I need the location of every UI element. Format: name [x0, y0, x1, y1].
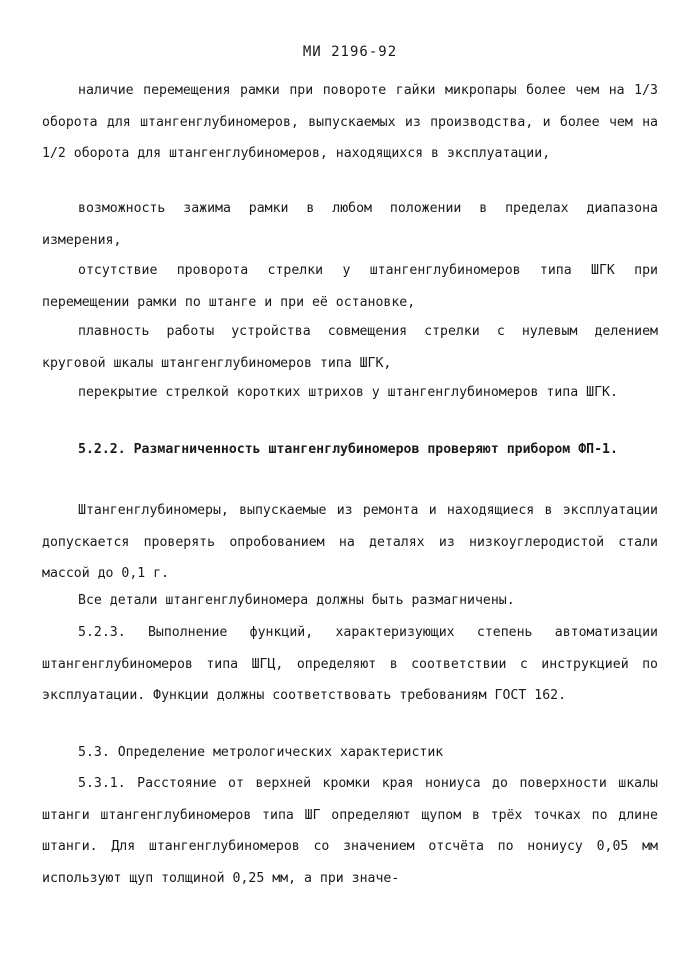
paragraph-text: возможность зажима рамки в любом положении в пределах диапазона измерения, [42, 201, 658, 248]
section-5-2-3-functions [42, 617, 658, 712]
paragraph-text: 5.2.2. Размагниченность штангенглубиномеров проверяют прибором ФП-1. [78, 442, 618, 457]
paragraph-text: отсутствие проворота стрелки у штангенглубиномеров типа ШГК при перемещении рамки по штанге и при её остановке, [42, 263, 658, 310]
paragraph-zero-alignment [42, 316, 658, 379]
paragraph-short-strokes [42, 377, 658, 409]
paragraph-text: 5.2.3. Выполнение функций, характеризующих степень автоматизации штангенглубиномеров типа ШГЦ, определяют в соответствии с инструкцией по эксплуатации. Функции должны соответствовать требованиям ГОСТ 162. [42, 625, 658, 703]
paragraph-text: 5.3. Определение метрологических характеристик [78, 745, 444, 760]
paragraph-frame-clamp [42, 193, 658, 256]
document-header: МИ 2196-92 [302, 44, 398, 60]
section-5-3-1-vernier-distance [42, 768, 658, 894]
section-5-2-2-demagnetization [42, 434, 658, 466]
paragraph-text: Штангенглубиномеры, выпускаемые из ремонта и находящиеся в эксплуатации допускается проверять опробованием на деталях из низкоуглеродистой стали массой до 0,1 г. [42, 503, 658, 581]
paragraph-text: перекрытие стрелкой коротких штрихов у штангенглубиномеров типа ШГК. [78, 385, 618, 400]
paragraph-text: Все детали штангенглубиномера должны быть размагничены. [78, 593, 515, 608]
paragraph-needle-rotation [42, 255, 658, 318]
paragraph-demagnetized-parts [42, 585, 658, 617]
section-5-3-heading [42, 737, 658, 769]
paragraph-text: 5.3.1. Расстояние от верхней кромки края нониуса до поверхности шкалы штанги штангенглубиномеров типа ШГ определяют щупом в трёх точках по длине штанги. Для штангенглубиномеров со значением отсчёта по нониусу 0,05 мм используют щуп толщиной 0,25 мм, а при значе- [42, 776, 658, 886]
paragraph-steel-testing [42, 495, 658, 590]
paragraph-nut-movement [42, 75, 658, 170]
paragraph-text: плавность работы устройства совмещения стрелки с нулевым делением круговой шкалы штангенглубиномеров типа ШГК, [42, 324, 658, 371]
paragraph-text: наличие перемещения рамки при повороте гайки микропары более чем на 1/3 оборота для штангенглубиномеров, выпускаемых из производства, и более чем на 1/2 оборота для штангенглубиномеров, находящихся в эксплуатации, [42, 83, 658, 161]
